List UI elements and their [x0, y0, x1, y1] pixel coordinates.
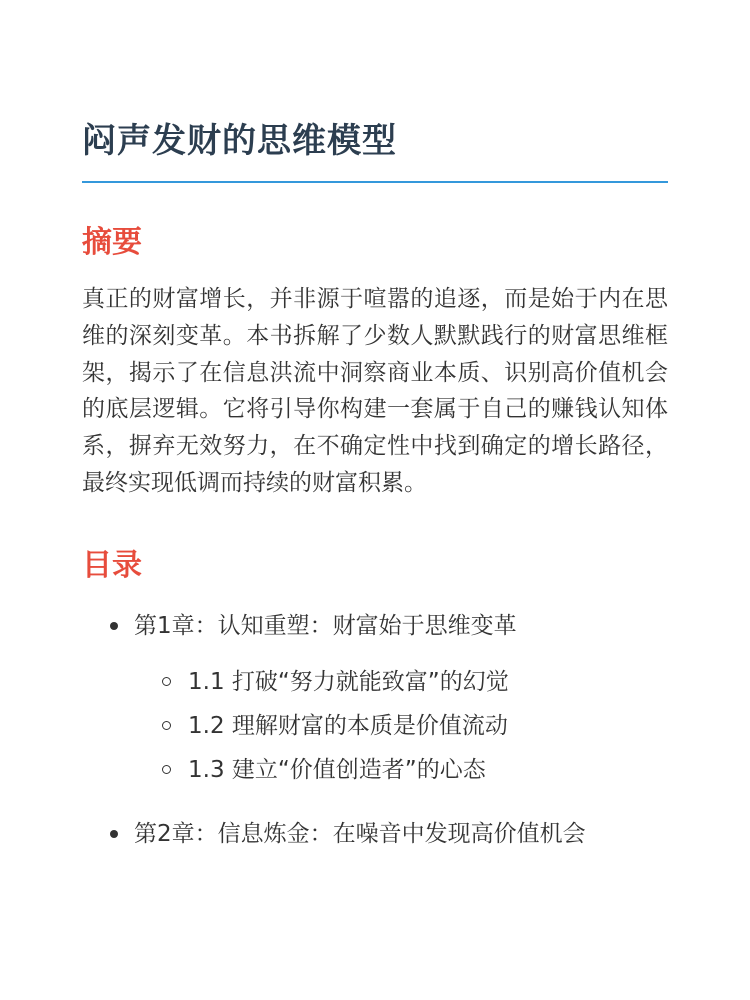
- page-title: 闷声发财的思维模型: [82, 121, 397, 161]
- toc-section-label: 1.3 建立“价值创造者”的心态: [188, 756, 486, 783]
- toc-chapter-title: 第2章：信息炼金：在噪音中发现高价值机会: [134, 820, 586, 847]
- toc-section-list: [134, 660, 668, 792]
- bullet-circle-icon: [162, 677, 171, 686]
- bullet-dot-icon: [110, 622, 118, 630]
- toc-section-item: [134, 748, 668, 792]
- toc-chapter-title: 第1章：认知重塑：财富始于思维变革: [134, 612, 517, 639]
- toc-section-label: 1.2 理解财富的本质是价值流动: [188, 712, 508, 739]
- toc-chapter-1: [82, 606, 668, 792]
- title-divider: [82, 181, 668, 183]
- toc-section-item: [134, 660, 668, 704]
- bullet-dot-icon: [110, 830, 118, 838]
- bullet-circle-icon: [162, 721, 171, 730]
- abstract-heading: 摘要: [82, 225, 142, 260]
- toc-chapter-2: [82, 814, 668, 854]
- toc-chapter-list: [82, 606, 668, 854]
- abstract-text: 真正的财富增长，并非源于喧嚣的追逐，而是始于内在思维的深刻变革。本书拆解了少数人默默践行的财富思维框架，揭示了在信息洪流中洞察商业本质、识别高价值机会的底层逻辑。它将引导你构建一套属于自己的赚钱认知体系，摒弃无效努力，在不确定性中找到确定的增长路径，最终实现低调而持续的财富积累。: [82, 286, 668, 496]
- toc-section-label: 1.1 打破“努力就能致富”的幻觉: [188, 668, 509, 695]
- toc-heading: 目录: [82, 547, 142, 583]
- bullet-circle-icon: [162, 765, 171, 774]
- toc-section-item: [134, 704, 668, 748]
